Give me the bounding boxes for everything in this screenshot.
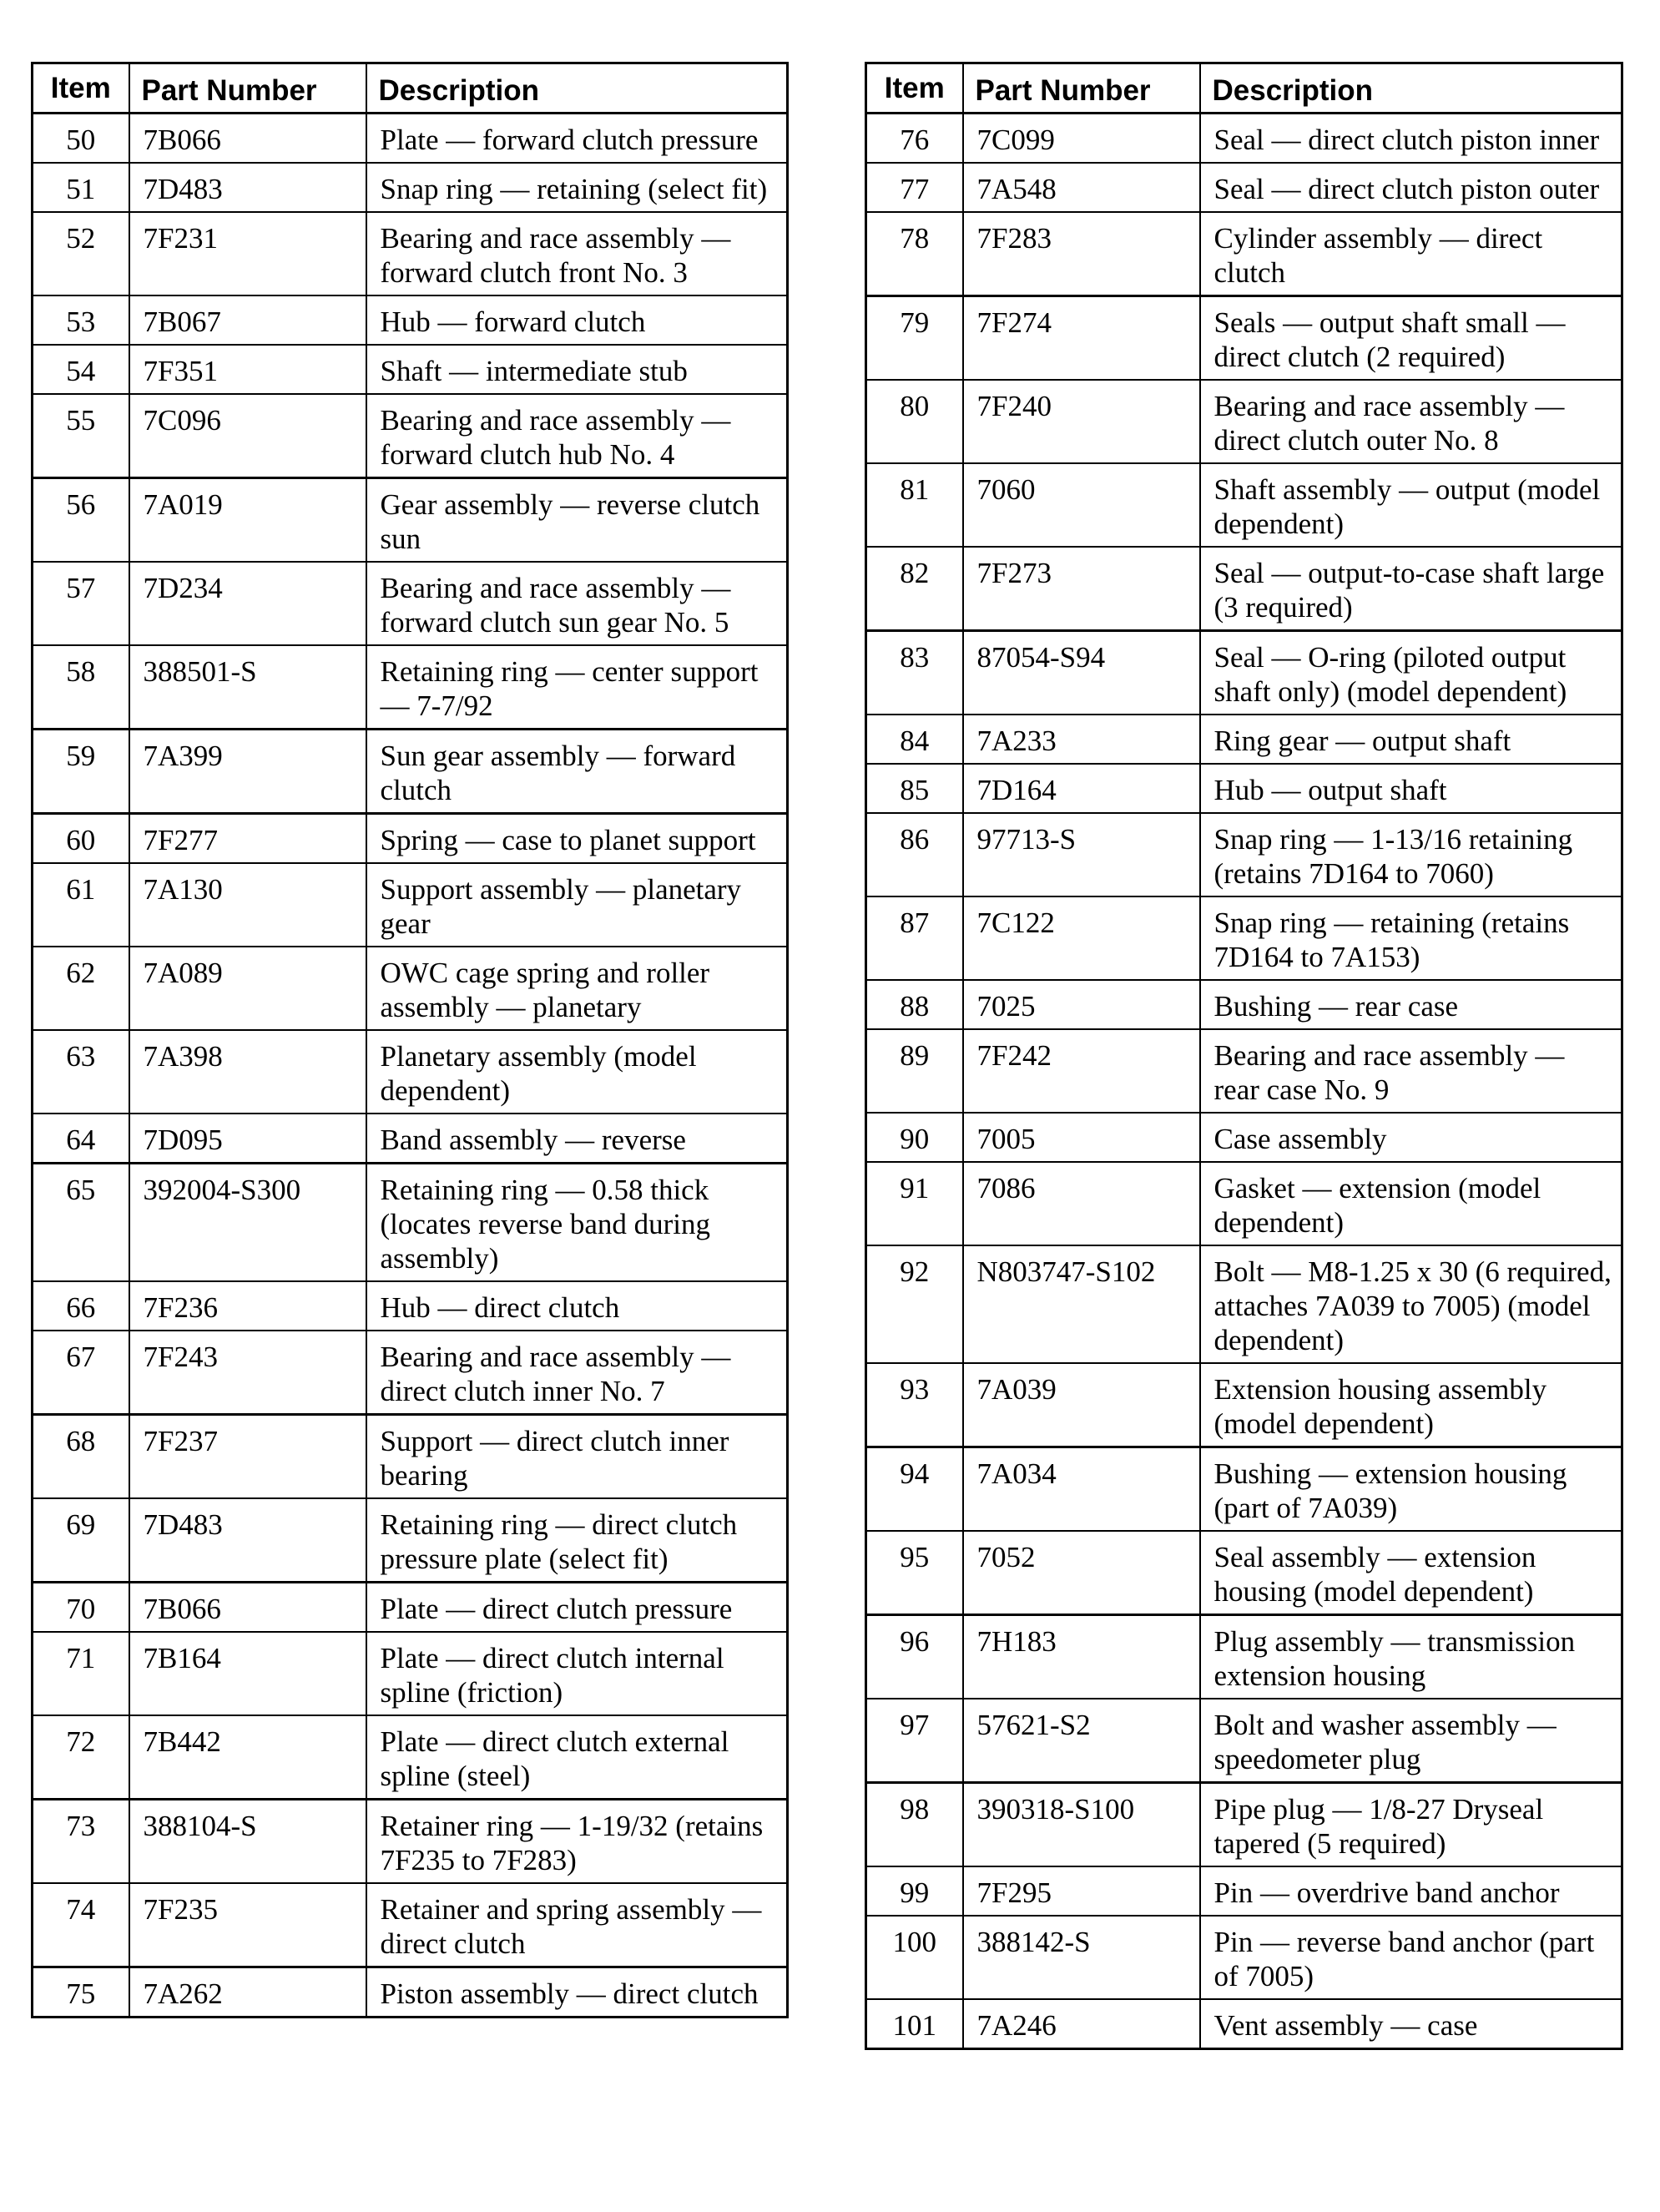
cell-item: 100 [866, 1916, 963, 1999]
header-part-number: Part Number [129, 63, 366, 114]
table-row [866, 463, 1622, 547]
cell-description: Planetary assembly (model dependent) [366, 1030, 788, 1114]
header-row [866, 63, 1622, 114]
table-row [33, 562, 788, 645]
cell-item: 68 [33, 1415, 129, 1499]
cell-item: 98 [866, 1783, 963, 1867]
table-row [33, 1967, 788, 2018]
cell-part-number: 7D483 [129, 1498, 366, 1583]
table-row [866, 1916, 1622, 1999]
cell-item: 95 [866, 1531, 963, 1615]
cell-item: 80 [866, 380, 963, 463]
cell-item: 77 [866, 163, 963, 212]
cell-part-number: 7F237 [129, 1415, 366, 1499]
cell-item: 79 [866, 296, 963, 381]
cell-description: OWC cage spring and roller assembly — planetary [366, 947, 788, 1030]
cell-item: 72 [33, 1715, 129, 1800]
cell-item: 75 [33, 1967, 129, 2018]
cell-item: 86 [866, 813, 963, 896]
cell-description: Plug assembly — transmission extension housing [1200, 1615, 1622, 1699]
table-row [33, 345, 788, 394]
cell-item: 97 [866, 1699, 963, 1783]
cell-item: 91 [866, 1162, 963, 1245]
table-row [866, 1699, 1622, 1783]
cell-item: 53 [33, 295, 129, 345]
cell-part-number: 7B066 [129, 1583, 366, 1633]
cell-part-number: 7A398 [129, 1030, 366, 1114]
table-row [866, 163, 1622, 212]
cell-part-number: 87054-S94 [963, 631, 1200, 715]
cell-description: Seals — output shaft small — direct clutch (2 required) [1200, 296, 1622, 381]
cell-description: Ring gear — output shaft [1200, 715, 1622, 764]
cell-part-number: 7A548 [963, 163, 1200, 212]
header-row [33, 63, 788, 114]
cell-part-number: 7F351 [129, 345, 366, 394]
table-row [33, 863, 788, 947]
cell-item: 56 [33, 478, 129, 563]
cell-description: Bushing — extension housing (part of 7A039) [1200, 1447, 1622, 1532]
cell-item: 81 [866, 463, 963, 547]
cell-part-number: 7A089 [129, 947, 366, 1030]
cell-part-number: 7A246 [963, 1999, 1200, 2049]
table-row [33, 1114, 788, 1164]
cell-part-number: 97713-S [963, 813, 1200, 896]
table-row [866, 1531, 1622, 1615]
cell-item: 59 [33, 730, 129, 814]
cell-part-number: 7F273 [963, 547, 1200, 631]
cell-description: Pin — reverse band anchor (part of 7005) [1200, 1916, 1622, 1999]
cell-description: Gasket — extension (model dependent) [1200, 1162, 1622, 1245]
cell-part-number: 7A399 [129, 730, 366, 814]
cell-part-number: 7D234 [129, 562, 366, 645]
cell-item: 70 [33, 1583, 129, 1633]
cell-part-number: 7C096 [129, 394, 366, 478]
cell-item: 62 [33, 947, 129, 1030]
cell-part-number: 7B066 [129, 114, 366, 164]
cell-description: Retaining ring — direct clutch pressure plate (select fit) [366, 1498, 788, 1583]
table-row [866, 1363, 1622, 1447]
table-row [33, 212, 788, 295]
cell-description: Shaft — intermediate stub [366, 345, 788, 394]
table-row [33, 1883, 788, 1967]
table-row [33, 1030, 788, 1114]
cell-description: Case assembly [1200, 1113, 1622, 1162]
cell-description: Plate — forward clutch pressure [366, 114, 788, 164]
cell-item: 64 [33, 1114, 129, 1164]
table-row [866, 380, 1622, 463]
cell-item: 61 [33, 863, 129, 947]
cell-part-number: 7H183 [963, 1615, 1200, 1699]
table-row [866, 1783, 1622, 1867]
cell-item: 82 [866, 547, 963, 631]
cell-item: 89 [866, 1029, 963, 1113]
cell-description: Band assembly — reverse [366, 1114, 788, 1164]
cell-description: Seal — output-to-case shaft large (3 required) [1200, 547, 1622, 631]
cell-description: Cylinder assembly — direct clutch [1200, 212, 1622, 296]
cell-item: 101 [866, 1999, 963, 2049]
parts-table-right [865, 62, 1623, 2050]
cell-part-number: 7F274 [963, 296, 1200, 381]
cell-description: Bearing and race assembly — rear case No. 9 [1200, 1029, 1622, 1113]
cell-item: 85 [866, 764, 963, 813]
cell-item: 63 [33, 1030, 129, 1114]
table-row [33, 1331, 788, 1415]
cell-description: Bearing and race assembly — forward clutch sun gear No. 5 [366, 562, 788, 645]
cell-part-number: 7F231 [129, 212, 366, 295]
table-row [866, 715, 1622, 764]
cell-item: 88 [866, 980, 963, 1029]
cell-part-number: 7A130 [129, 863, 366, 947]
table-row [33, 1583, 788, 1633]
cell-description: Snap ring — retaining (retains 7D164 to 7A153) [1200, 896, 1622, 980]
cell-description: Support — direct clutch inner bearing [366, 1415, 788, 1499]
cell-part-number: 7F283 [963, 212, 1200, 296]
table-row [866, 1113, 1622, 1162]
cell-description: Retaining ring — center support — 7-7/92 [366, 645, 788, 730]
cell-item: 71 [33, 1632, 129, 1715]
cell-part-number: 7F242 [963, 1029, 1200, 1113]
cell-description: Hub — output shaft [1200, 764, 1622, 813]
table-row [866, 547, 1622, 631]
table-row [866, 296, 1622, 381]
cell-description: Bearing and race assembly — forward clutch hub No. 4 [366, 394, 788, 478]
table-row [33, 1800, 788, 1884]
cell-part-number: 7B442 [129, 1715, 366, 1800]
cell-part-number: 7D095 [129, 1114, 366, 1164]
cell-part-number: N803747-S102 [963, 1245, 1200, 1363]
cell-description: Retainer and spring assembly — direct clutch [366, 1883, 788, 1967]
cell-part-number: 7005 [963, 1113, 1200, 1162]
cell-description: Bearing and race assembly — direct clutch outer No. 8 [1200, 380, 1622, 463]
table-row [33, 478, 788, 563]
cell-description: Bolt — M8-1.25 x 30 (6 required, attaches 7A039 to 7005) (model dependent) [1200, 1245, 1622, 1363]
cell-description: Support assembly — planetary gear [366, 863, 788, 947]
cell-part-number: 7A034 [963, 1447, 1200, 1532]
cell-item: 76 [866, 114, 963, 164]
cell-item: 66 [33, 1281, 129, 1331]
cell-part-number: 7F236 [129, 1281, 366, 1331]
cell-part-number: 7060 [963, 463, 1200, 547]
cell-part-number: 7F295 [963, 1866, 1200, 1916]
header-description: Description [1200, 63, 1622, 114]
table-row [866, 1162, 1622, 1245]
cell-description: Plate — direct clutch internal spline (friction) [366, 1632, 788, 1715]
cell-item: 94 [866, 1447, 963, 1532]
table-row [866, 114, 1622, 164]
cell-part-number: 7F235 [129, 1883, 366, 1967]
cell-description: Seal — direct clutch piston outer [1200, 163, 1622, 212]
cell-item: 92 [866, 1245, 963, 1363]
cell-part-number: 7B067 [129, 295, 366, 345]
cell-part-number: 7C122 [963, 896, 1200, 980]
cell-part-number: 388104-S [129, 1800, 366, 1884]
table-row [866, 631, 1622, 715]
table-row [33, 730, 788, 814]
table-row [866, 896, 1622, 980]
cell-item: 52 [33, 212, 129, 295]
cell-item: 65 [33, 1164, 129, 1282]
cell-part-number: 7F240 [963, 380, 1200, 463]
header-description: Description [366, 63, 788, 114]
table-row [33, 1281, 788, 1331]
cell-description: Bushing — rear case [1200, 980, 1622, 1029]
cell-part-number: 7A262 [129, 1967, 366, 2018]
cell-part-number: 392004-S300 [129, 1164, 366, 1282]
cell-part-number: 388142-S [963, 1916, 1200, 1999]
cell-item: 50 [33, 114, 129, 164]
cell-description: Bolt and washer assembly — speedometer plug [1200, 1699, 1622, 1783]
table-row [33, 1415, 788, 1499]
cell-item: 54 [33, 345, 129, 394]
table-row [33, 163, 788, 212]
table-row [33, 1498, 788, 1583]
cell-description: Hub — direct clutch [366, 1281, 788, 1331]
cell-description: Snap ring — 1-13/16 retaining (retains 7D164 to 7060) [1200, 813, 1622, 896]
cell-item: 78 [866, 212, 963, 296]
cell-description: Piston assembly — direct clutch [366, 1967, 788, 2018]
table-row [866, 764, 1622, 813]
table-row [866, 980, 1622, 1029]
cell-part-number: 388501-S [129, 645, 366, 730]
table-row [33, 1164, 788, 1282]
cell-item: 57 [33, 562, 129, 645]
cell-part-number: 7A019 [129, 478, 366, 563]
cell-part-number: 7D483 [129, 163, 366, 212]
cell-part-number: 7A039 [963, 1363, 1200, 1447]
cell-part-number: 7B164 [129, 1632, 366, 1715]
cell-description: Bearing and race assembly — direct clutch inner No. 7 [366, 1331, 788, 1415]
cell-part-number: 7F243 [129, 1331, 366, 1415]
table-row [866, 1866, 1622, 1916]
cell-description: Pipe plug — 1/8-27 Dryseal tapered (5 required) [1200, 1783, 1622, 1867]
cell-description: Snap ring — retaining (select fit) [366, 163, 788, 212]
table-row [866, 813, 1622, 896]
cell-description: Seal assembly — extension housing (model dependent) [1200, 1531, 1622, 1615]
cell-description: Retaining ring — 0.58 thick (locates reverse band during assembly) [366, 1164, 788, 1282]
table-row [866, 1999, 1622, 2049]
cell-item: 55 [33, 394, 129, 478]
cell-item: 67 [33, 1331, 129, 1415]
cell-part-number: 7D164 [963, 764, 1200, 813]
cell-item: 90 [866, 1113, 963, 1162]
cell-part-number: 57621-S2 [963, 1699, 1200, 1783]
table-row [33, 1632, 788, 1715]
table-row [866, 1245, 1622, 1363]
cell-description: Vent assembly — case [1200, 1999, 1622, 2049]
table-row [33, 114, 788, 164]
parts-table-right-body [866, 114, 1622, 2049]
cell-item: 99 [866, 1866, 963, 1916]
header-item: Item [866, 63, 963, 114]
table-row [866, 1029, 1622, 1113]
cell-description: Retainer ring — 1-19/32 (retains 7F235 to 7F283) [366, 1800, 788, 1884]
cell-description: Plate — direct clutch pressure [366, 1583, 788, 1633]
cell-description: Sun gear assembly — forward clutch [366, 730, 788, 814]
cell-item: 74 [33, 1883, 129, 1967]
table-row [33, 394, 788, 478]
cell-description: Shaft assembly — output (model dependent) [1200, 463, 1622, 547]
cell-description: Extension housing assembly (model dependent) [1200, 1363, 1622, 1447]
cell-part-number: 7052 [963, 1531, 1200, 1615]
table-row [866, 1447, 1622, 1532]
parts-table-left [31, 62, 789, 2018]
cell-item: 87 [866, 896, 963, 980]
cell-item: 51 [33, 163, 129, 212]
cell-description: Bearing and race assembly — forward clutch front No. 3 [366, 212, 788, 295]
cell-item: 84 [866, 715, 963, 764]
cell-description: Seal — O-ring (piloted output shaft only) (model dependent) [1200, 631, 1622, 715]
cell-item: 58 [33, 645, 129, 730]
cell-item: 83 [866, 631, 963, 715]
cell-part-number: 7C099 [963, 114, 1200, 164]
cell-part-number: 7A233 [963, 715, 1200, 764]
cell-part-number: 390318-S100 [963, 1783, 1200, 1867]
cell-part-number: 7025 [963, 980, 1200, 1029]
table-row [33, 645, 788, 730]
cell-description: Seal — direct clutch piston inner [1200, 114, 1622, 164]
cell-description: Hub — forward clutch [366, 295, 788, 345]
cell-part-number: 7F277 [129, 814, 366, 864]
cell-item: 60 [33, 814, 129, 864]
cell-description: Pin — overdrive band anchor [1200, 1866, 1622, 1916]
table-row [33, 1715, 788, 1800]
cell-item: 69 [33, 1498, 129, 1583]
table-row [866, 1615, 1622, 1699]
cell-description: Spring — case to planet support [366, 814, 788, 864]
table-row [33, 295, 788, 345]
header-item: Item [33, 63, 129, 114]
cell-item: 93 [866, 1363, 963, 1447]
cell-item: 96 [866, 1615, 963, 1699]
table-row [33, 947, 788, 1030]
parts-table-left-body [33, 114, 788, 2018]
cell-item: 73 [33, 1800, 129, 1884]
cell-part-number: 7086 [963, 1162, 1200, 1245]
cell-description: Plate — direct clutch external spline (steel) [366, 1715, 788, 1800]
table-row [866, 212, 1622, 296]
table-row [33, 814, 788, 864]
cell-description: Gear assembly — reverse clutch sun [366, 478, 788, 563]
header-part-number: Part Number [963, 63, 1200, 114]
